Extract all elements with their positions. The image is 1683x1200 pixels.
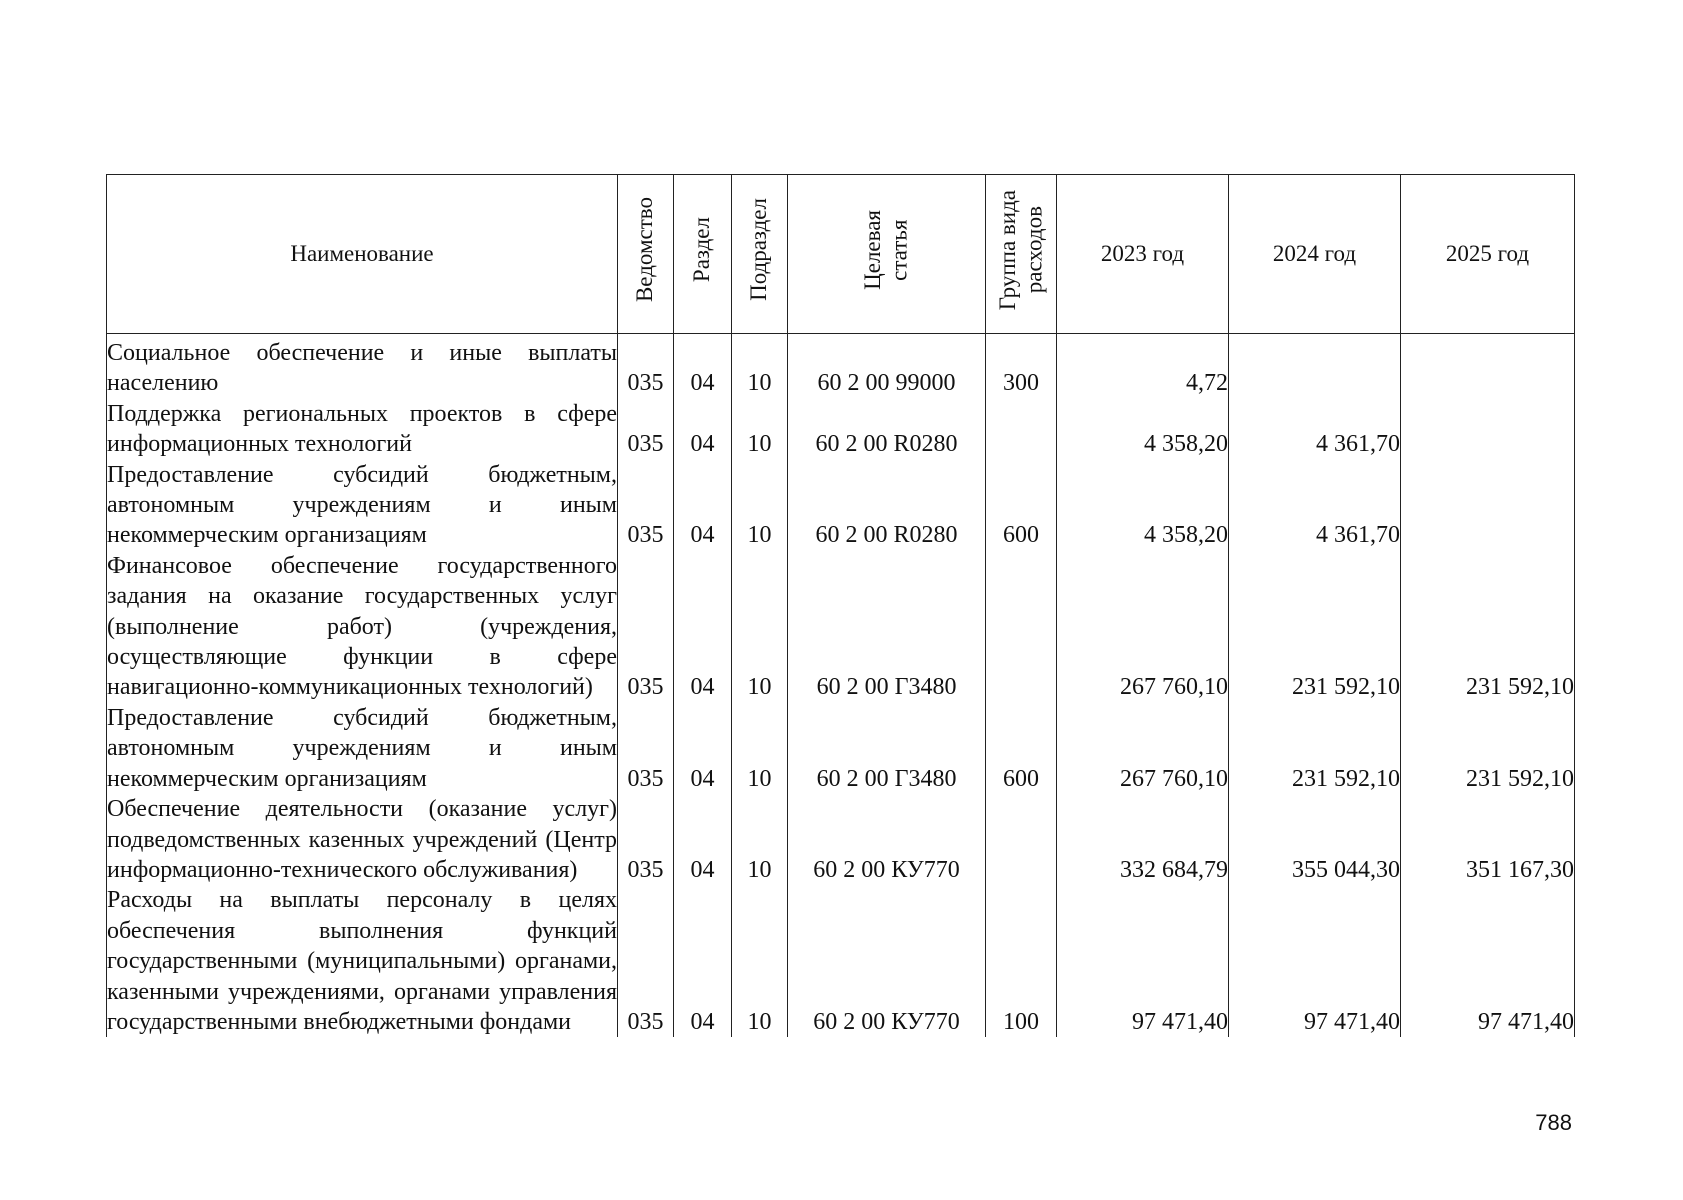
table-row: [107, 551, 1575, 703]
header-group-label: [995, 190, 1048, 310]
row-department: 035: [618, 551, 674, 703]
row-department: 035: [618, 334, 674, 399]
header-target-line2: статья: [886, 219, 912, 281]
header-department-label: Ведомство: [632, 197, 658, 303]
row-2023: 267 760,10: [1057, 703, 1229, 794]
row-2024: 231 592,10: [1229, 703, 1401, 794]
header-2024: 2024 год: [1229, 175, 1401, 334]
row-group: [986, 551, 1057, 703]
row-subsection: 10: [732, 399, 788, 460]
row-group: [986, 399, 1057, 460]
table-row: [107, 460, 1575, 551]
table-header-row: [107, 175, 1575, 334]
row-section: 04: [674, 460, 732, 551]
row-target: 60 2 00 Г3480: [788, 551, 986, 703]
row-2023: 97 471,40: [1057, 885, 1229, 1037]
row-name: Предоставление субсидий бюджетным, автономным учреждениям и иным некоммерческим организациям: [107, 703, 618, 794]
row-subsection: 10: [732, 460, 788, 551]
row-subsection: 10: [732, 334, 788, 399]
row-department: 035: [618, 885, 674, 1037]
row-department: 035: [618, 399, 674, 460]
row-2023: 4 358,20: [1057, 460, 1229, 551]
row-group: [986, 794, 1057, 885]
header-name: Наименование: [107, 175, 618, 334]
header-target-line1: Целевая: [860, 209, 886, 290]
header-subsection: [732, 175, 788, 334]
header-2023: 2023 год: [1057, 175, 1229, 334]
row-2023: 4 358,20: [1057, 399, 1229, 460]
header-target: [788, 175, 986, 334]
row-target: 60 2 00 99000: [788, 334, 986, 399]
row-section: 04: [674, 794, 732, 885]
table-row: [107, 334, 1575, 399]
row-name: Предоставление субсидий бюджетным, автономным учреждениям и иным некоммерческим организациям: [107, 460, 618, 551]
header-group: [986, 175, 1057, 334]
table-row: [107, 399, 1575, 460]
row-section: 04: [674, 399, 732, 460]
row-subsection: 10: [732, 885, 788, 1037]
row-group: 300: [986, 334, 1057, 399]
header-target-label: [860, 210, 913, 290]
header-section-label: Раздел: [689, 217, 715, 283]
row-target: 60 2 00 Г3480: [788, 703, 986, 794]
row-target: 60 2 00 R0280: [788, 460, 986, 551]
header-2025: 2025 год: [1401, 175, 1575, 334]
row-name: Финансовое обеспечение государственного задания на оказание государственных услуг (выполнение работ) (учреждения, осуществляющие функции в сфере навигационно-коммуникационных технологий): [107, 551, 618, 703]
row-2023: 4,72: [1057, 334, 1229, 399]
budget-table: [106, 174, 1575, 1037]
row-section: 04: [674, 334, 732, 399]
row-2024: 231 592,10: [1229, 551, 1401, 703]
row-2024: 97 471,40: [1229, 885, 1401, 1037]
row-department: 035: [618, 703, 674, 794]
row-subsection: 10: [732, 703, 788, 794]
row-section: 04: [674, 885, 732, 1037]
header-group-line2: расходов: [1021, 206, 1046, 294]
row-2025: 97 471,40: [1401, 885, 1575, 1037]
budget-table-container: [106, 174, 1575, 1037]
row-section: 04: [674, 551, 732, 703]
row-2025: [1401, 399, 1575, 460]
row-2024: 355 044,30: [1229, 794, 1401, 885]
row-2024: 4 361,70: [1229, 460, 1401, 551]
header-group-line1: Группа вида: [994, 189, 1020, 310]
row-2023: 332 684,79: [1057, 794, 1229, 885]
row-target: 60 2 00 КУ770: [788, 794, 986, 885]
row-name: Поддержка региональных проектов в сфере информационных технологий: [107, 399, 618, 460]
table-row: [107, 703, 1575, 794]
row-department: 035: [618, 794, 674, 885]
row-2025: [1401, 460, 1575, 551]
row-section: 04: [674, 703, 732, 794]
row-target: 60 2 00 КУ770: [788, 885, 986, 1037]
row-group: 600: [986, 460, 1057, 551]
row-department: 035: [618, 460, 674, 551]
row-2024: [1229, 334, 1401, 399]
row-name: Расходы на выплаты персоналу в целях обеспечения выполнения функций государственными (муниципальными) органами, казенными учреждениями, органами управления государственными внебюджетными фондами: [107, 885, 618, 1037]
row-2024: 4 361,70: [1229, 399, 1401, 460]
header-section: [674, 175, 732, 334]
row-2025: [1401, 334, 1575, 399]
row-name: Обеспечение деятельности (оказание услуг) подведомственных казенных учреждений (Центр информационно-технического обслуживания): [107, 794, 618, 885]
row-subsection: 10: [732, 551, 788, 703]
header-subsection-label: Подраздел: [746, 198, 772, 302]
row-2023: 267 760,10: [1057, 551, 1229, 703]
row-group: 100: [986, 885, 1057, 1037]
row-2025: 351 167,30: [1401, 794, 1575, 885]
row-2025: 231 592,10: [1401, 703, 1575, 794]
row-name: Социальное обеспечение и иные выплаты населению: [107, 334, 618, 399]
table-row: [107, 885, 1575, 1037]
row-subsection: 10: [732, 794, 788, 885]
row-group: 600: [986, 703, 1057, 794]
row-target: 60 2 00 R0280: [788, 399, 986, 460]
page-number: 788: [1535, 1110, 1572, 1135]
row-2025: 231 592,10: [1401, 551, 1575, 703]
table-row: [107, 794, 1575, 885]
header-department: [618, 175, 674, 334]
